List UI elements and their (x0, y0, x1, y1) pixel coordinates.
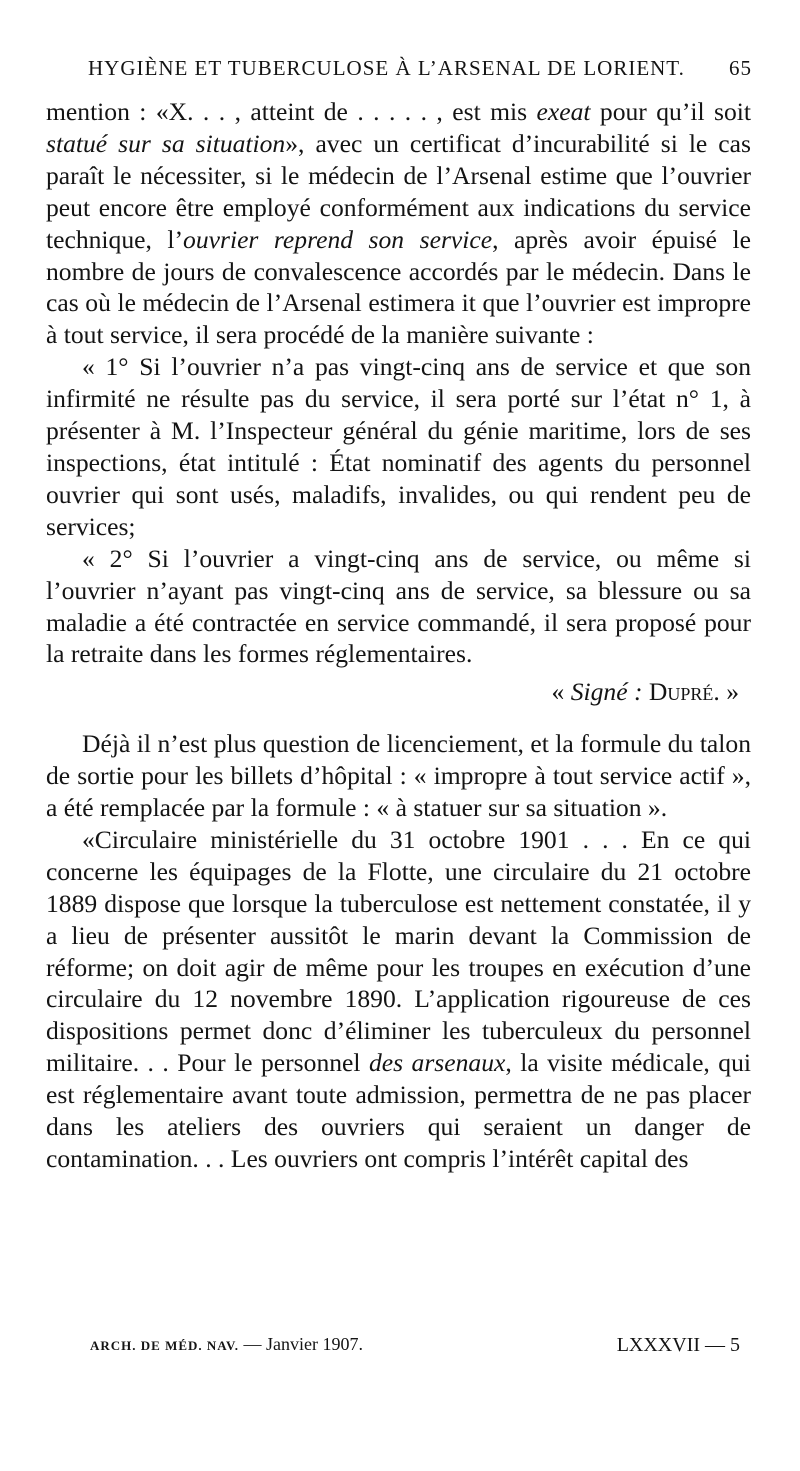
body-text (46, 96, 751, 1175)
paragraph-4: Déjà il n’est plus question de licenciement, et la formule du talon de sortie pour les billets d’hôpital : « impropre à tout service actif », a été remplacée par la formule : « à statuer sur sa situation ». (46, 729, 751, 823)
journal-abbrev: ARCH. DE MÉD. NAV. (90, 1338, 239, 1353)
page-number: 65 (729, 56, 752, 80)
paragraph-5: «Circulaire ministérielle du 31 octobre 1901 . . . En ce qui concerne les équipages de la Flotte, une circulaire du 21 octobre 1889 dispose que lorsque la tuberculose est nettement constatée, il y a lieu de présenter aussitôt le marin devant la Commission de réforme; on doit agir de même pour les troupes en exécution d’une circulaire du 12 novembre 1890. L’application rigoureuse de ces dispositions permet donc d’éliminer les tuberculeux du personnel militaire. . . Pour le personnel des arsenaux, la visite médicale, qui est réglementaire avant toute admission, permettra de ne pas placer dans les ateliers des ouvriers qui seraient un danger de contamination. . . Les ouvriers ont compris l’intérêt capital des (46, 824, 751, 1173)
signature-line: « Signé : Dupré. » (551, 677, 739, 707)
footer-citation: ARCH. DE MÉD. NAV. — Janvier 1907. (90, 1334, 363, 1354)
issue-date: Janvier 1907. (265, 1334, 363, 1354)
paragraph-3: « 2° Si l’ouvrier a vingt-cinq ans de service, ou même si l’ouvrier n’ayant pas vingt-cinq ans de service, sa blessure ou sa maladie a été contractée en service commandé, il sera proposé pour la retraite dans les formes réglementaires. (46, 543, 751, 669)
paragraph-1: mention : «X. . . , atteint de . . . . . , est mis exeat pour qu’il soit statué sur sa situation», avec un certificat d’incurabilité si le cas paraît le nécessiter, si le médecin de l’Arsenal estime que l’ouvrier peut encore être employé conformément aux indications du service technique, l’ouvrier reprend son service, après avoir épuisé le nombre de jours de convalescence accordés par le médecin. Dans le cas où le médecin de l’Arsenal estimera it que l’ouvrier est impropre à tout service, il sera procédé de la manière suivante : (46, 97, 751, 350)
paragraph-2: « 1° Si l’ouvrier n’a pas vingt-cinq ans de service et que son infirmité ne résulte pas du service, il sera porté sur l’état n° 1, à présenter à M. l’Inspecteur général du génie maritime, lors de ses inspections, état intitulé : État nominatif des agents du personnel ouvrier qui sont usés, maladifs, invalides, ou qui rendent peu de services; (46, 352, 751, 541)
running-title: HYGIÈNE ET TUBERCULOSE À L’ARSENAL DE LORIENT. (88, 56, 685, 80)
signature-name: Dupré (648, 677, 714, 707)
signature-mark: LXXXVII — 5 (616, 1334, 740, 1356)
